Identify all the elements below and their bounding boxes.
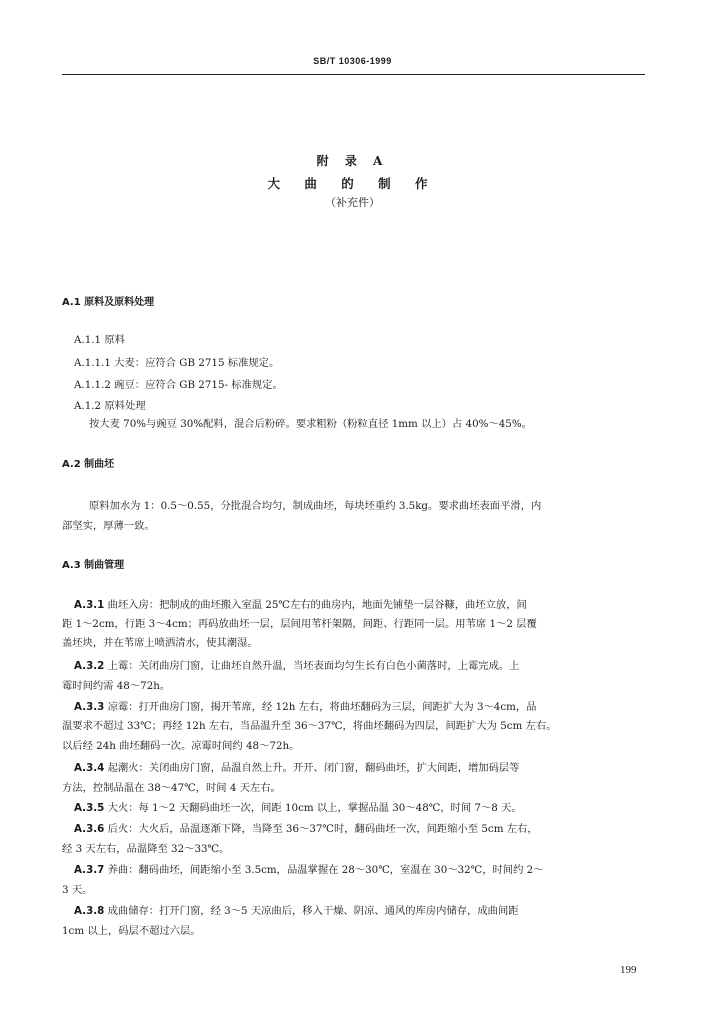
- clause-a37-line2: 3 天。: [62, 884, 93, 896]
- clause-a33-line1: 凉霉：打开曲房门窗，揭开苇席，经 12h 左右，将曲坯翻码为三层，间距扩大为 3～4cm，品: [107, 701, 537, 713]
- clause-a35-line1: 大火：每 1～2 天翻码曲坯一次，间距 10cm 以上，掌握品温 30～48℃，时间 7～8 天。: [107, 802, 522, 814]
- clause-a37-number: A.3.7: [74, 864, 105, 876]
- appendix-label: 附 录 A: [316, 154, 389, 168]
- clause-a31: [74, 598, 527, 612]
- clause-a112: A.1.1.2 豌豆：应符合 GB 2715- 标准规定。: [74, 379, 283, 391]
- clause-a35-number: A.3.5: [74, 802, 105, 814]
- section-a3-heading: A.3 制曲管理: [62, 560, 125, 571]
- clause-a38-number: A.3.8: [74, 905, 105, 917]
- clause-a36: [74, 822, 538, 836]
- clause-a12: A.1.2 原料处理: [74, 400, 146, 412]
- clause-a33-line2: 温要求不超过 33℃；再经 12h 左右，当品温升至 36～37℃，将曲坯翻码为四层，间距扩大为 5cm 左右。: [62, 720, 557, 732]
- clause-a37-line1: 养曲：翻码曲坯，间距缩小至 3.5cm，品温掌握在 28～30℃，室温在 30～32℃，时间约 2～: [107, 864, 544, 876]
- clause-a32-line1: 上霉：关闭曲房门窗，让曲坯自然升温，当坯表面均匀生长有白色小菌落时，上霉完成。上: [107, 660, 520, 672]
- clause-a32-line2: 霉时间约需 48～72h。: [62, 680, 171, 692]
- clause-a38-line1: 成曲储存：打开门窗，经 3～5 天凉曲后，移入干燥、阴凉、通风的库房内储存，成曲间距: [107, 905, 519, 917]
- clause-a37: [74, 863, 544, 877]
- clause-a32-number: A.3.2: [74, 660, 105, 672]
- section-a2-text-line2: 部坚实，厚薄一致。: [62, 520, 155, 532]
- clause-a33: [74, 700, 536, 714]
- header-rule: [62, 74, 645, 75]
- clause-a34-number: A.3.4: [74, 762, 105, 774]
- section-a2-heading: A.2 制曲坯: [62, 459, 115, 470]
- clause-a32: [74, 659, 519, 673]
- clause-a33-number: A.3.3: [74, 701, 105, 713]
- clause-a38-line2: 1cm 以上，码层不超过六层。: [62, 925, 201, 937]
- appendix-note: （补充件）: [325, 196, 380, 209]
- clause-a31-line2: 距 1～2cm，行距 3～4cm；再码放曲坯一层，层间用苇杆架隔，间距、行距同一层。用苇席 1～2 层覆: [62, 618, 537, 630]
- clause-a38: [74, 904, 519, 918]
- clause-a36-line2: 经 3 天左右，品温降至 32～33℃。: [62, 843, 230, 855]
- clause-a36-line1: 后火：大火后，品温逐渐下降，当降至 36～37℃时，翻码曲坯一次，间距缩小至 5cm 左右，: [107, 823, 538, 835]
- clause-a31-line3: 盖坯块，并在苇席上喷洒清水，使其潮湿。: [62, 637, 258, 649]
- clause-a111: A.1.1.1 大麦：应符合 GB 2715 标准规定。: [74, 357, 280, 369]
- clause-a35: [74, 801, 522, 815]
- clause-a31-number: A.3.1: [74, 599, 105, 611]
- clause-a31-line1: 曲坯入房：把制成的曲坯搬入室温 25℃左右的曲房内，地面先铺垫一层谷糠，曲坯立放，间: [107, 599, 527, 611]
- clause-a34-line2: 方法，控制品温在 38～47℃，时间 4 天左右。: [62, 782, 281, 794]
- clause-a33-line3: 以后经 24h 曲坯翻码一次。凉霉时间约 48～72h。: [62, 740, 300, 752]
- section-a1-heading: A.1 原料及原料处理: [62, 297, 155, 308]
- appendix-title: 大 曲 的 制 作: [267, 176, 438, 191]
- page-number: 199: [620, 964, 637, 976]
- clause-a12-text: 按大麦 70%与豌豆 30%配料，混合后粉碎。要求粗粉（粉粒直径 1mm 以上）占 40%～45%。: [89, 418, 532, 430]
- clause-a34: [74, 761, 519, 775]
- clause-a11: A.1.1 原料: [74, 334, 125, 346]
- standard-code: SB/T 10306-1999: [313, 56, 392, 66]
- clause-a36-number: A.3.6: [74, 823, 105, 835]
- section-a2-text-line1: 原料加水为 1：0.5～0.55，分批混合均匀，制成曲坯，每块坯重约 3.5kg。要求曲坯表面平滑，内: [89, 500, 542, 512]
- clause-a34-line1: 起潮火：关闭曲房门窗，品温自然上升。开开、闭门窗，翻码曲坯，扩大间距，增加码层等: [107, 762, 520, 774]
